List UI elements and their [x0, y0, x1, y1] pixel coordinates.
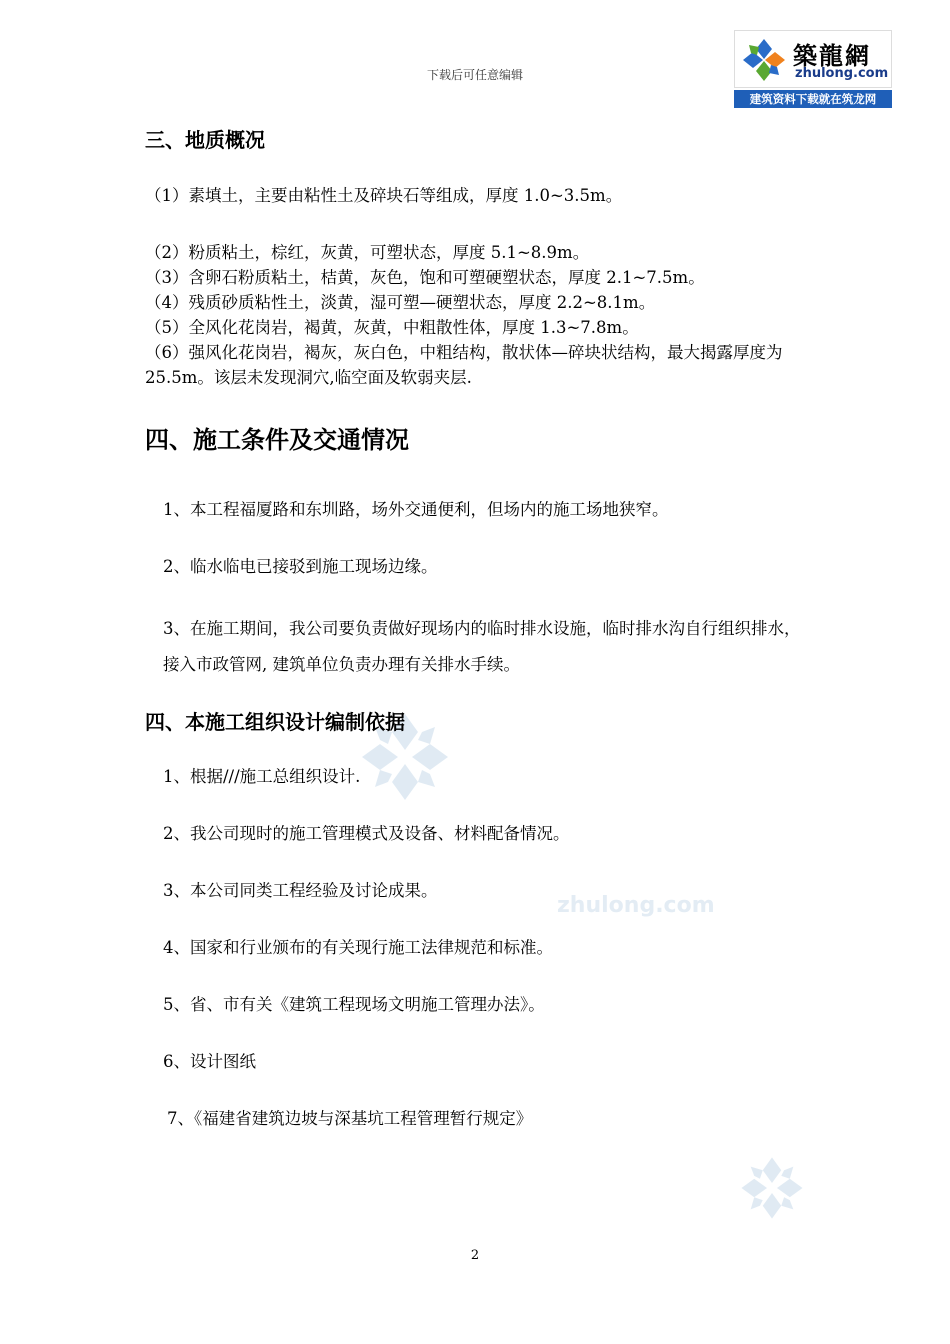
logo-tagline: 建筑资料下载就在筑龙网: [734, 90, 892, 108]
conditions-item: 1、本工程福厦路和东圳路，场外交通便利，但场内的施工场地狭窄。: [163, 500, 669, 519]
geology-item: （6）强风化花岗岩，褐灰，灰白色，中粗结构，散状体—碎块状结构，最大揭露厚度为 25.5m。该层未发现洞穴,临空面及软弱夹层.: [145, 343, 783, 387]
watermark-text: zhulong.com: [557, 893, 715, 918]
page-number: 2: [470, 1248, 480, 1263]
section-title-basis: 四、本施工组织设计编制依据: [145, 710, 405, 734]
snowflake-watermark-icon: [740, 1156, 804, 1220]
header-note: 下载后可任意编辑: [426, 68, 523, 82]
basis-item: 5、省、市有关《建筑工程现场文明施工管理办法》。: [163, 995, 545, 1014]
geology-item: （2）粉质粘土，棕红，灰黄，可塑状态，厚度 5.1~8.9m。: [145, 243, 590, 262]
section-title-conditions: 四、施工条件及交通情况: [145, 426, 409, 454]
basis-item: 4、国家和行业颁布的有关现行施工法律规范和标准。: [163, 938, 553, 957]
geology-item: （4）残质砂质粘性土，淡黄，湿可塑—硬塑状态，厚度 2.2~8.1m。: [145, 293, 656, 312]
conditions-item: [163, 611, 813, 683]
section-title-geology: 三、地质概况: [145, 128, 265, 152]
logo-en-name: zhulong.com: [795, 66, 889, 81]
conditions-item-text: 3、在施工期间，我公司要负责做好现场内的临时排水设施，临时排水沟自行组织排水，接入市政管网, 建筑单位负责办理有关排水手续。: [163, 619, 801, 674]
basis-item: 2、我公司现时的施工管理模式及设备、材料配备情况。: [163, 824, 570, 843]
zhulong-logo: [734, 30, 892, 108]
geology-item: （1）素填土，主要由粘性土及碎块石等组成，厚度 1.0~3.5m。: [145, 186, 623, 205]
basis-item: 6、设计图纸: [163, 1052, 256, 1071]
basis-item: 1、根据///施工总组织设计.: [163, 767, 361, 786]
geology-item: （3）含卵石粉质粘土，桔黄，灰色，饱和可塑硬塑状态，厚度 2.1~7.5m。: [145, 268, 705, 287]
basis-item: 7、《福建省建筑边坡与深基坑工程管理暂行规定》: [167, 1109, 533, 1128]
logo-cn-name: 築龍網: [793, 41, 871, 70]
basis-item: 3、本公司同类工程经验及讨论成果。: [163, 881, 438, 900]
geology-item: （5）全风化花岗岩，褐黄，灰黄，中粗散性体，厚度 1.3~7.8m。: [145, 318, 639, 337]
zhulong-logo-mark-icon: [741, 37, 787, 83]
conditions-item: 2、临水临电已接驳到施工现场边缘。: [163, 557, 438, 576]
